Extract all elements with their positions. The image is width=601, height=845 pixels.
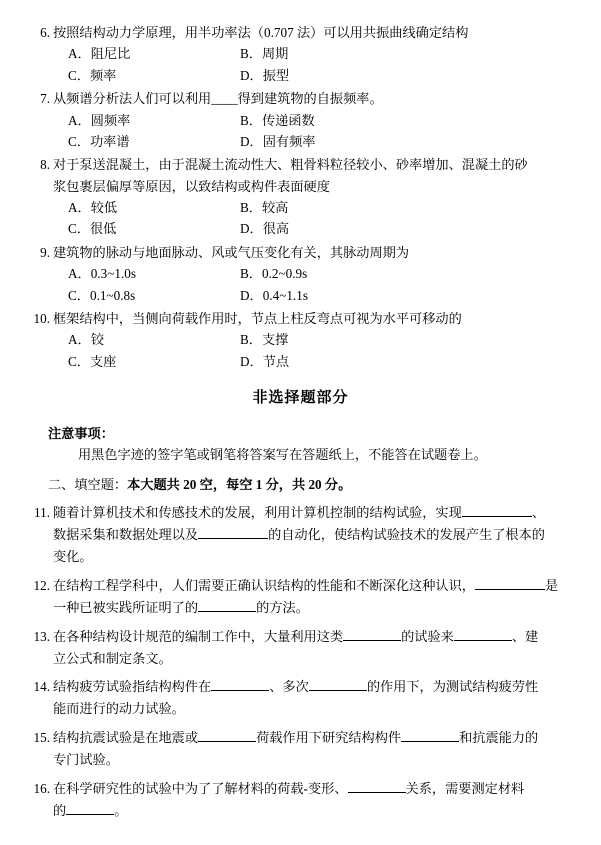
option-c[interactable]: C．支座 bbox=[68, 353, 117, 369]
option-row bbox=[30, 351, 571, 372]
question-stem: 从频谱分析法人们可以利用____得到建筑物的自振频率。 bbox=[53, 91, 383, 107]
question-number: 10. bbox=[33, 310, 50, 326]
answer-blank[interactable] bbox=[198, 538, 268, 539]
answer-blank[interactable] bbox=[475, 589, 545, 590]
option-row bbox=[30, 131, 571, 152]
question-text: 的自动化，使结构试验技术的发展产生了根本的 bbox=[268, 527, 545, 543]
option-row bbox=[30, 285, 571, 306]
answer-blank[interactable] bbox=[348, 792, 406, 793]
notice-heading: 注意事项： bbox=[48, 426, 114, 441]
question-6 bbox=[30, 22, 571, 86]
answer-blank[interactable] bbox=[454, 640, 512, 641]
question-number: 13. bbox=[33, 628, 50, 644]
question-number: 8. bbox=[40, 157, 50, 173]
question-number: 9. bbox=[40, 244, 50, 260]
question-text: 在科学研究性的试验中为了了解材料的荷载-变形、 bbox=[53, 781, 348, 797]
answer-blank[interactable] bbox=[309, 690, 367, 691]
option-d[interactable]: D．振型 bbox=[240, 67, 290, 83]
answer-blank[interactable] bbox=[462, 516, 532, 517]
question-text: 是 bbox=[545, 577, 559, 593]
option-d[interactable]: D．节点 bbox=[240, 353, 290, 369]
question-10 bbox=[30, 308, 571, 372]
question-text: 结构疲劳试验指结构构件在 bbox=[53, 679, 212, 695]
option-row bbox=[30, 263, 571, 284]
question-12 bbox=[30, 575, 571, 619]
option-c[interactable]: C．0.1~0.8s bbox=[68, 287, 136, 303]
question-15 bbox=[30, 727, 571, 771]
question-text: 专门试验。 bbox=[53, 752, 119, 768]
question-8 bbox=[30, 154, 571, 240]
question-number: 12. bbox=[33, 577, 50, 593]
question-text: 的方法。 bbox=[256, 599, 309, 615]
part-two-heading bbox=[30, 474, 571, 495]
question-14 bbox=[30, 676, 571, 720]
question-text: 的作用下，为测试结构疲劳性 bbox=[366, 679, 539, 695]
option-a[interactable]: A．铰 bbox=[68, 332, 104, 348]
question-text: 能而进行的动力试验。 bbox=[53, 701, 185, 717]
option-a[interactable]: A．圆频率 bbox=[68, 112, 131, 128]
question-number: 14. bbox=[33, 679, 50, 695]
notice-body: 用黑色字迹的签字笔或钢笔将答案写在答题纸上，不能答在试题卷上。 bbox=[78, 447, 487, 463]
option-d[interactable]: D．0.4~1.1s bbox=[240, 287, 308, 303]
question-text: 随着计算机技术和传感技术的发展，利用计算机控制的结构试验，实现 bbox=[53, 505, 462, 521]
question-text: 的 bbox=[53, 803, 67, 818]
question-9 bbox=[30, 242, 571, 306]
answer-blank[interactable] bbox=[198, 741, 256, 742]
option-c[interactable]: C．很低 bbox=[68, 221, 117, 237]
question-stem-cont: 浆包裹层偏厚等原因，以致结构或构件表面硬度 bbox=[53, 178, 330, 194]
section-title: 非选择题部分 bbox=[252, 390, 349, 406]
answer-blank[interactable] bbox=[198, 611, 256, 612]
part-two-desc: 本大题共 20 空，每空 1 分，共 20 分。 bbox=[127, 476, 352, 492]
question-text: 的试验来 bbox=[401, 628, 454, 644]
option-row bbox=[30, 329, 571, 350]
question-text: 。 bbox=[114, 803, 128, 818]
option-c[interactable]: C．频率 bbox=[68, 67, 117, 83]
question-text: 荷载作用下研究结构构件 bbox=[256, 730, 402, 746]
option-a[interactable]: A．0.3~1.0s bbox=[68, 266, 136, 282]
part-two-label: 二、填空题： bbox=[48, 476, 128, 492]
question-number: 15. bbox=[33, 730, 50, 746]
answer-blank[interactable] bbox=[401, 741, 459, 742]
question-13 bbox=[30, 626, 571, 670]
option-b[interactable]: B．周期 bbox=[240, 46, 289, 62]
question-text: 在结构工程学科中，人们需要正确认识结构的性能和不断深化这种认识， bbox=[53, 577, 475, 593]
question-text: 和抗震能力的 bbox=[459, 730, 539, 746]
question-7 bbox=[30, 88, 571, 152]
option-b[interactable]: B．支撑 bbox=[240, 332, 289, 348]
question-text: 、多次 bbox=[269, 679, 309, 695]
question-text: 关系，需要测定材料 bbox=[405, 781, 525, 797]
option-a[interactable]: A．较低 bbox=[68, 200, 118, 215]
question-number: 6. bbox=[40, 25, 50, 40]
option-row bbox=[30, 218, 571, 239]
option-b[interactable]: B．0.2~0.9s bbox=[240, 266, 308, 282]
option-d[interactable]: D．很高 bbox=[240, 221, 290, 237]
option-b[interactable]: B．较高 bbox=[240, 200, 289, 215]
question-text: 一种已被实践所证明了的 bbox=[53, 599, 199, 615]
question-number: 11. bbox=[34, 505, 50, 521]
option-row bbox=[30, 65, 571, 86]
question-stem: 对于泵送混凝土，由于混凝土流动性大、粗骨料粒径较小、砂率增加、混凝土的砂 bbox=[53, 157, 528, 173]
question-text: 数据采集和数据处理以及 bbox=[53, 527, 199, 543]
question-text: 、建 bbox=[511, 628, 539, 644]
question-stem: 建筑物的脉动与地面脉动、风或气压变化有关，其脉动周期为 bbox=[53, 244, 410, 260]
question-text: 、 bbox=[531, 505, 545, 521]
question-text: 结构抗震试验是在地震或 bbox=[53, 730, 199, 746]
answer-blank[interactable] bbox=[211, 690, 269, 691]
question-number: 7. bbox=[40, 91, 50, 107]
option-row bbox=[30, 43, 571, 64]
question-text: 变化。 bbox=[53, 548, 93, 564]
question-text: 在各种结构设计规范的编制工作中，大量利用这类 bbox=[53, 628, 344, 644]
question-11 bbox=[30, 502, 571, 568]
option-c[interactable]: C．功率谱 bbox=[68, 133, 130, 149]
answer-blank[interactable] bbox=[66, 814, 114, 815]
question-text: 立公式和制定条文。 bbox=[53, 650, 172, 666]
option-d[interactable]: D．固有频率 bbox=[240, 133, 316, 149]
option-row bbox=[30, 110, 571, 131]
question-number: 16. bbox=[33, 781, 50, 797]
question-16 bbox=[30, 778, 571, 822]
option-row bbox=[30, 197, 571, 218]
answer-blank[interactable] bbox=[343, 640, 401, 641]
option-b[interactable]: B．传递函数 bbox=[240, 112, 315, 128]
option-a[interactable]: A．阻尼比 bbox=[68, 46, 131, 62]
question-stem: 框架结构中，当侧向荷载作用时，节点上柱反弯点可视为水平可移动的 bbox=[53, 310, 462, 326]
question-stem: 按照结构动力学原理，用半功率法（0.707 法）可以用共振曲线确定结构 bbox=[53, 25, 469, 40]
